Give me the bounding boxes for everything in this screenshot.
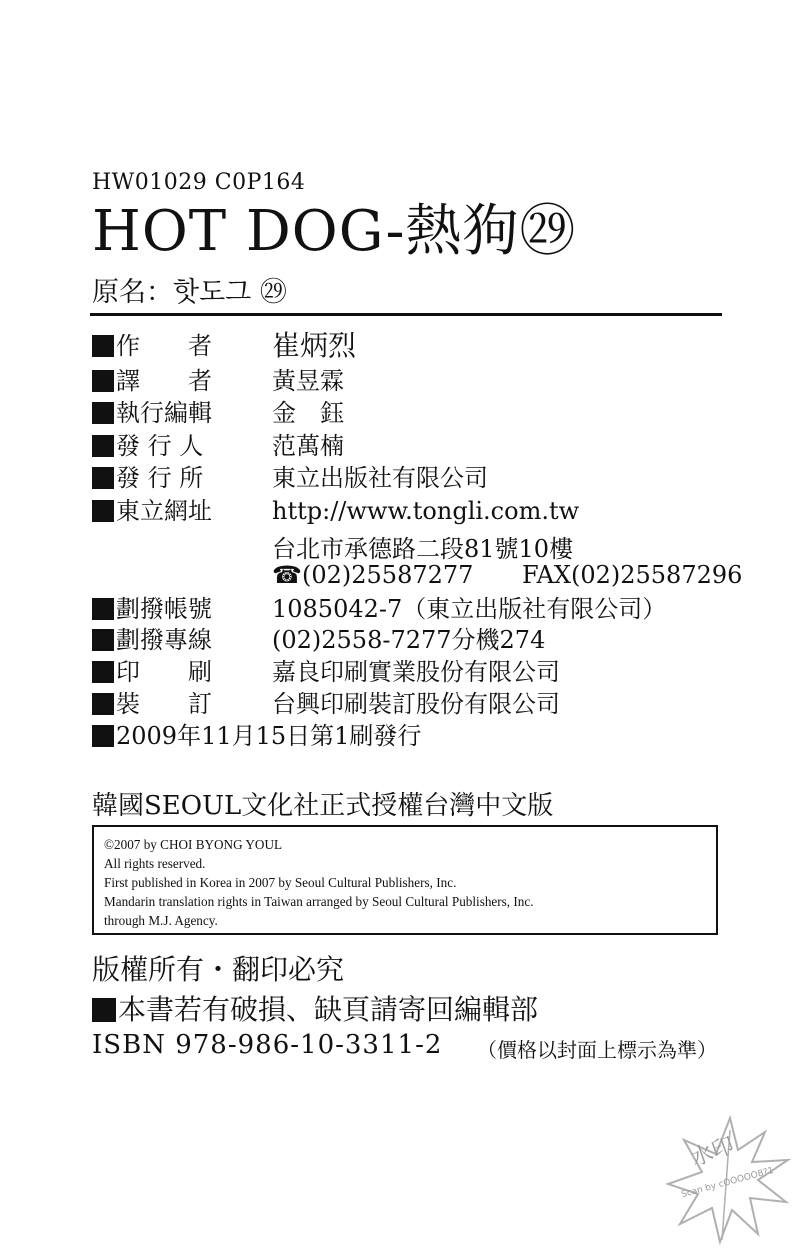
credit-value: 范萬楠 xyxy=(272,432,344,460)
catalog-code: HW01029 C0P164 xyxy=(92,170,306,195)
credit-label: 劃撥專線 xyxy=(116,626,212,654)
credit-value: 嘉良印刷實業股份有限公司 xyxy=(272,658,560,686)
address: 台北市承德路二段81號10樓 xyxy=(272,535,574,563)
square-bullet-icon xyxy=(92,467,114,489)
credit-label: 執行編輯 xyxy=(116,399,212,427)
isbn-row xyxy=(92,1030,732,1060)
credit-row-translator xyxy=(92,366,732,396)
contact-line xyxy=(272,561,743,589)
copyright-line: ©2007 by CHOI BYONG YOUL xyxy=(104,837,283,852)
credit-value: 台興印刷裝訂股份有限公司 xyxy=(272,690,560,718)
square-bullet-icon xyxy=(92,725,114,747)
isbn: ISBN 978-986-10-3311-2 xyxy=(92,1030,443,1060)
square-bullet-icon xyxy=(92,370,114,392)
credit-value: 金 鈺 xyxy=(272,399,344,427)
credit-row-publishing-house xyxy=(92,463,732,493)
credit-label: 發 行 所 xyxy=(116,464,204,492)
damage-notice-row xyxy=(92,988,538,1028)
copyright-line: Mandarin translation rights in Taiwan arranged by Seoul Cultural Publishers, Inc. xyxy=(104,894,534,909)
square-bullet-icon xyxy=(92,693,114,715)
watermark-scan-credit: Scan by cOOOOO8?1 xyxy=(680,1165,775,1201)
credit-row-binding xyxy=(92,689,732,719)
square-bullet-icon xyxy=(92,598,114,620)
square-bullet-icon xyxy=(92,500,114,522)
credit-row-hotline xyxy=(92,625,732,655)
phone-number: (02)25587277 xyxy=(302,561,474,589)
publish-date: 2009年11月15日第1刷發行 xyxy=(116,722,422,750)
credit-row-website xyxy=(92,496,732,526)
credit-value: 崔炳烈 xyxy=(272,329,357,362)
credit-label: 發 行 人 xyxy=(116,432,204,460)
header-rule xyxy=(90,313,722,316)
credit-label: 東立網址 xyxy=(116,497,212,525)
square-bullet-icon xyxy=(92,435,114,457)
copyright-line: First published in Korea in 2007 by Seoul Cultural Publishers, Inc. xyxy=(104,875,457,890)
copyright-line: through M.J. Agency. xyxy=(104,913,218,928)
telephone-icon: ☎ xyxy=(272,561,302,589)
fax-number: FAX(02)25587296 xyxy=(522,561,743,589)
watermark-text: 水印 xyxy=(687,1133,738,1172)
credit-row-publisher xyxy=(92,431,732,461)
credit-value: (02)2558-7277分機274 xyxy=(272,626,546,654)
credit-row-editor xyxy=(92,398,732,428)
credit-label: 裝 訂 xyxy=(116,690,212,718)
copyright-box xyxy=(92,825,718,935)
credit-row-printing xyxy=(92,657,732,687)
credit-label: 譯 者 xyxy=(116,367,212,395)
credit-label: 作 者 xyxy=(116,332,212,360)
square-bullet-icon xyxy=(92,629,114,651)
square-bullet-icon xyxy=(92,661,114,683)
credit-label: 印 刷 xyxy=(116,658,212,686)
publish-date-row xyxy=(92,721,421,751)
credit-value: 黃昱霖 xyxy=(272,367,344,395)
credit-row-author xyxy=(92,331,732,361)
copyright-line: All rights reserved. xyxy=(104,856,206,871)
price-note: （價格以封面上標示為準） xyxy=(477,1038,717,1062)
rights-notice: 版權所有・翻印必究 xyxy=(92,953,345,986)
credit-row-account xyxy=(92,594,732,624)
book-title: HOT DOG-熱狗㉙ xyxy=(92,199,577,264)
credit-value: 東立出版社有限公司 xyxy=(272,464,488,492)
square-bullet-icon xyxy=(92,998,116,1022)
license-statement: 韓國SEOUL文化社正式授權台灣中文版 xyxy=(92,791,554,821)
original-title: 原名：핫도그 ㉙ xyxy=(92,277,287,308)
square-bullet-icon xyxy=(92,335,114,357)
damage-notice: 本書若有破損、缺頁請寄回編輯部 xyxy=(118,993,539,1026)
credit-label: 劃撥帳號 xyxy=(116,595,212,623)
website-url[interactable]: http://www.tongli.com.tw xyxy=(272,497,580,525)
credit-value: 1085042-7（東立出版社有限公司） xyxy=(272,595,667,623)
square-bullet-icon xyxy=(92,402,114,424)
